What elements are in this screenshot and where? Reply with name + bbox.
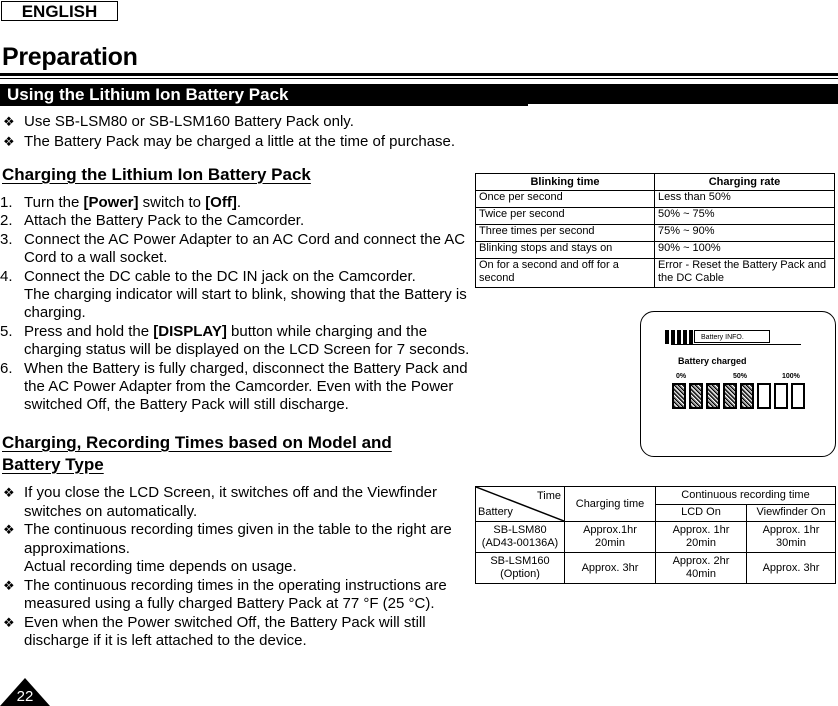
table-row (476, 259, 835, 288)
table-header: Charging rate (655, 174, 835, 191)
bullet-text: If you close the LCD Screen, it switches off and the Viewfinder (24, 484, 437, 501)
charging-heading: Charging the Lithium Ion Battery Pack (2, 165, 311, 184)
charge-segment (689, 383, 703, 409)
table-header: Continuous recording time (656, 487, 836, 505)
diamond-bullet-icon: ❖ (3, 114, 15, 129)
charge-level-meter (672, 383, 806, 411)
step-text: Attach the Battery Pack to the Camcorder. (24, 212, 305, 230)
recording-bullet (3, 576, 474, 614)
table-cell: On for a second and off for a second (476, 259, 655, 288)
charge-segment (723, 383, 737, 409)
bullet-text: approximations. (24, 539, 130, 557)
recording-heading: Charging, Recording Times based on Model and (2, 433, 392, 452)
step-bold: [Off] (205, 194, 237, 211)
step-text: When the Battery is fully charged, disconnect the Battery Pack and (24, 359, 468, 377)
table-row (476, 242, 835, 259)
charge-segment (757, 383, 771, 409)
diamond-bullet-icon: ❖ (3, 485, 15, 500)
table-header-row (476, 487, 836, 505)
table-cell: Approx. 1hr 30min (747, 522, 836, 553)
step-text: button while charging and the (226, 322, 428, 340)
step-bold: [DISPLAY] (153, 322, 227, 340)
table-cell: SB-LSM160 (Option) (476, 553, 565, 584)
step-text: Connect the AC Power Adapter to an AC Cord and connect the AC (24, 230, 466, 248)
bullet-text: The continuous recording times in the operating instructions are (24, 576, 447, 594)
recording-bullet (3, 521, 474, 577)
intro-bullet-text: Use SB-LSM80 or SB-LSM160 Battery Pack only. (24, 113, 354, 130)
step-2 (0, 212, 474, 230)
bullet-text: discharge if it is left attached to the device. (24, 632, 307, 649)
lcd-tab-line (671, 344, 801, 345)
table-cell: 50% ~ 75% (655, 208, 835, 225)
step-text: . (236, 194, 242, 211)
table-cell: Less than 50% (655, 191, 835, 208)
step-text: switch to (138, 194, 206, 211)
table-cell: Error - Reset the Battery Pack and the DC Cable (655, 259, 835, 288)
banner-gap (528, 104, 838, 107)
table-row (476, 191, 835, 208)
step-text: Turn the (24, 194, 84, 211)
title-rule-thick (0, 73, 838, 76)
charge-segment (672, 383, 686, 409)
table-cell: Approx. 1hr 20min (656, 522, 747, 553)
table-cell: 90% ~ 100% (655, 242, 835, 259)
step-3 (0, 230, 474, 268)
table-header: Charging time (565, 487, 656, 522)
recording-bullet (3, 613, 474, 651)
step-number: 3. (0, 230, 13, 248)
scale-label: 50% (733, 373, 748, 380)
step-number: 1. (0, 194, 13, 211)
recording-bullets (3, 484, 474, 651)
diamond-bullet-icon: ❖ (3, 134, 15, 149)
step-bold: [Power] (83, 194, 139, 211)
corner-battery-label: Battery (478, 506, 513, 518)
table-cell: Three times per second (476, 225, 655, 242)
intro-bullet-text: The Battery Pack may be charged a little at the time of purchase. (24, 133, 456, 150)
charging-steps (0, 194, 474, 415)
bullet-text: switches on automatically. (24, 502, 198, 520)
step-text: Connect the DC cable to the DC IN jack on the Camcorder. (24, 267, 416, 285)
battery-bars-icon (665, 330, 695, 344)
scale-label: 100% (782, 373, 800, 380)
diamond-bullet-icon: ❖ (3, 577, 15, 593)
step-text: Press and hold the (24, 322, 154, 340)
title-rule-thin (0, 78, 838, 79)
recording-bullet (3, 484, 474, 521)
step-number: 2. (0, 212, 13, 230)
step-number: 5. (0, 322, 13, 340)
bullet-text: Actual recording time depends on usage. (24, 558, 297, 575)
table-cell: Blinking stops and stays on (476, 242, 655, 259)
diamond-bullet-icon: ❖ (3, 614, 15, 630)
step-text: switched Off, the Battery Pack will still discharge. (24, 396, 349, 414)
table-row (476, 208, 835, 225)
intro-bullet (3, 132, 456, 152)
charge-segment (791, 383, 805, 409)
step-number: 4. (0, 267, 13, 285)
table-cell: Approx. 3hr (565, 553, 656, 584)
page-number: 22 (16, 688, 34, 705)
table-header: Viewfinder On (747, 504, 836, 522)
step-5 (0, 322, 474, 360)
bullet-text: The continuous recording times given in the table to the right are (24, 521, 452, 538)
table-row (476, 225, 835, 242)
section-banner-text: Using the Lithium Ion Battery Pack (7, 85, 289, 104)
step-4 (0, 267, 474, 323)
diamond-bullet-icon: ❖ (3, 522, 15, 537)
battery-status: Battery charged (678, 356, 747, 366)
table-cell: Approx. 2hr 40min (656, 553, 747, 584)
table-cell: Twice per second (476, 208, 655, 225)
charge-segment (706, 383, 720, 409)
charge-segment (774, 383, 788, 409)
bullet-text: Even when the Power switched Off, the Battery Pack will still (24, 613, 426, 631)
step-text: charging status will be displayed on the LCD Screen for 7 seconds. (24, 341, 470, 359)
blink-table (475, 173, 835, 288)
table-header: LCD On (656, 504, 747, 522)
table-header-row (476, 174, 835, 191)
corner-cell (476, 487, 565, 522)
table-row (476, 522, 836, 553)
step-6 (0, 359, 474, 415)
step-text: charging. (24, 304, 86, 322)
step-number: 6. (0, 359, 13, 377)
table-cell: Once per second (476, 191, 655, 208)
language-tab: ENGLISH (1, 1, 118, 21)
table-row (476, 553, 836, 584)
recording-heading: Battery Type (2, 455, 104, 474)
intro-bullet (3, 112, 354, 132)
step-text: Cord to a wall socket. (24, 249, 168, 267)
table-cell: 75% ~ 90% (655, 225, 835, 242)
table-header: Blinking time (476, 174, 655, 191)
step-text: the AC Power Adapter from the Camcorder. Even with the Power (24, 378, 454, 396)
step-text: The charging indicator will start to blink, showing that the Battery is (24, 286, 467, 304)
recording-time-table (475, 486, 836, 584)
step-1 (0, 194, 474, 212)
battery-info-tab: Battery INFO. (694, 330, 770, 343)
table-cell: SB-LSM80 (AD43-00136A) (476, 522, 565, 553)
scale-label: 0% (676, 373, 687, 380)
charge-segment (740, 383, 754, 409)
table-cell: Approx. 3hr (747, 553, 836, 584)
page-title: Preparation (2, 43, 138, 71)
corner-time-label: Time (536, 490, 561, 502)
table-cell: Approx.1hr 20min (565, 522, 656, 553)
bullet-text: measured using a fully charged Battery Pack at 77 °F (25 °C). (24, 595, 435, 612)
